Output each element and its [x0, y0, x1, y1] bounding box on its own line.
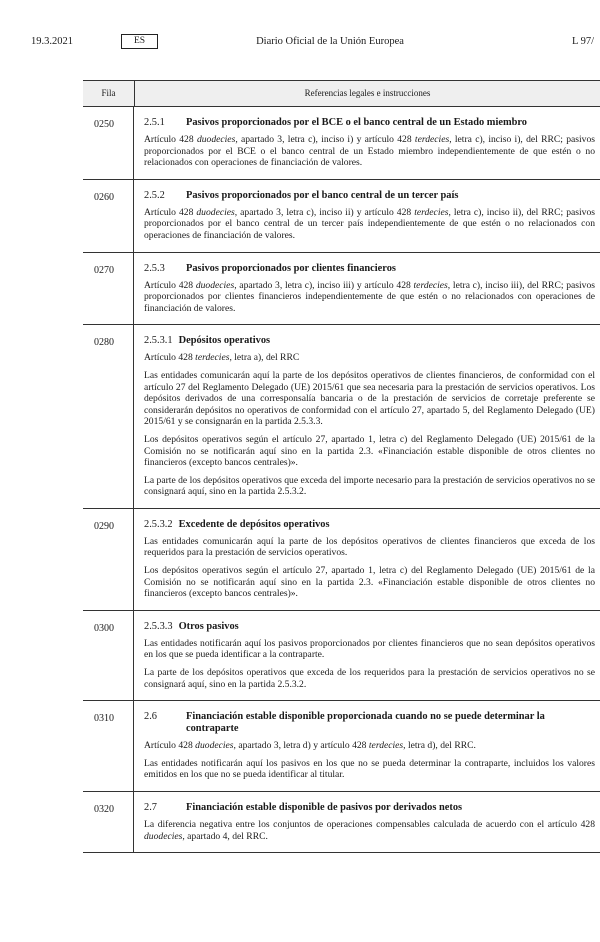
row-code: 0260	[83, 180, 134, 252]
paragraph: Artículo 428 duodecies, apartado 3, letra c), inciso iii) y artículo 428 terdecies, letra c), inciso iii), del RRC; pasivos proporcionados por clientes financieros independientemente de que estén o no relacionados con operaciones de financiación de valores.	[144, 279, 596, 314]
paragraph: Los depósitos operativos según el artículo 27, apartado 1, letra c) del Reglamento Delegado (UE) 2015/61 de la Comisión no se notificarán aquí sino en la partida 2.3. «Financiación estable disponible de otros clientes no financieros (excepto bancos centrales)».	[144, 565, 595, 600]
table-row	[83, 107, 600, 180]
row-content	[134, 107, 600, 179]
row-code: 0300	[83, 611, 134, 700]
row-code: 0270	[83, 253, 134, 325]
column-header-row: Fila	[83, 81, 135, 106]
row-code: 0250	[83, 107, 134, 179]
item-name: Pasivos proporcionados por el banco central de un tercer país	[186, 189, 459, 201]
item-number: 2.6	[144, 711, 157, 723]
table-row	[83, 509, 600, 611]
paragraph: Artículo 428 terdecies, letra a), del RRC	[144, 352, 300, 364]
item-number: 2.5.1	[144, 117, 165, 128]
paragraph: La parte de los depósitos operativos que exceda del importe necesario para la prestación de servicios operativos no se consignará aquí, sino en la partida 2.5.3.2.	[144, 474, 595, 498]
row-content	[134, 253, 600, 325]
item-number: 2.5.3	[144, 262, 165, 274]
paragraph: La diferencia negativa entre los conjuntos de operaciones compensables calculada de acuerdo con el artículo 428 duodecies, apartado 4, del RRC.	[144, 819, 595, 842]
column-header-refs: Referencias legales e instrucciones	[304, 88, 431, 98]
publication-date: 19.3.2021	[31, 36, 73, 47]
table-row	[83, 180, 600, 253]
paragraph: Artículo 428 duodecies, apartado 3, letra c), inciso i) y artículo 428 terdecies, letra c), inciso i), del RRC; pasivos proporcionados por el BCE o el banco central de un Estado miembro independientemente de que estén o no relacionados con operaciones de financiación de valores.	[144, 134, 596, 169]
item-name: Financiación estable disponible de pasivos por derivados netos	[186, 802, 463, 813]
page-number: L 97/	[572, 36, 595, 47]
item-number: 2.5.3.2	[144, 518, 173, 530]
item-name: Depósitos operativos	[178, 335, 271, 347]
item-name: Pasivos proporcionados por clientes financieros	[186, 262, 396, 274]
language-badge: ES	[121, 34, 158, 49]
paragraph: Las entidades comunicarán aquí la parte de los depósitos operativos de clientes financieros que exceda de los requeridos para la prestación de servicios operativos.	[144, 535, 595, 559]
item-name: Financiación estable disponible proporcionada cuando no se puede determinar la contraparte	[186, 711, 545, 735]
paragraph: Las entidades comunicarán aquí la parte de los depósitos operativos de clientes financieros, de conformidad con el artículo 27 del Reglamento Delegado (UE) 2015/61 que sea necesaria para la prestación de servicios operativos. Los depósitos derivados de una corresponsalía bancaria o de la prestación de servicios de corretaje preferente se considerarán depósitos no operativos de conformidad con el artículo 27, apartado 5, del Reglamento Delegado (UE) 2015/61 y se consignarán en la partida 2.5.3.3.	[144, 369, 595, 428]
paragraph: Las entidades notificarán aquí los pasivos proporcionados por clientes financieros que no sean depósitos operativos en los que se pueda identificar a la contraparte.	[144, 637, 595, 661]
row-content	[134, 180, 600, 252]
item-name: Excedente de depósitos operativos	[178, 518, 330, 530]
item-title	[144, 802, 595, 814]
row-content	[134, 509, 600, 610]
row-content	[134, 325, 600, 508]
row-code: 0310	[83, 701, 134, 791]
item-title	[144, 621, 595, 633]
row-code: 0290	[83, 509, 134, 610]
table-row	[83, 792, 600, 853]
item-number: 2.5.2	[144, 189, 165, 201]
row-code: 0320	[83, 792, 134, 852]
paragraph: Artículo 428 duodecies, apartado 3, letra c), inciso ii) y artículo 428 terdecies, letra c), inciso ii), del RRC; pasivos proporcionados por el banco central de un tercer país independientemente de que estén o no relacionados con operaciones de financiación de valores.	[144, 206, 595, 241]
table-row	[83, 611, 600, 701]
item-number: 2.5.3.3	[144, 620, 173, 632]
paragraph: Las entidades notificarán aquí los pasivos en los que no se pueda determinar la contraparte, incluidos los valores emitidos en los que no se pueda identificar al titular.	[144, 757, 595, 781]
instructions-table	[83, 80, 600, 853]
row-content	[134, 792, 600, 852]
item-name: Pasivos proporcionados por el BCE o el banco central de un Estado miembro	[186, 117, 527, 128]
table-header	[83, 81, 600, 107]
item-number: 2.7	[144, 802, 157, 813]
item-title	[144, 190, 595, 202]
table-row	[83, 701, 600, 792]
row-content	[134, 611, 600, 700]
table-row	[83, 253, 600, 326]
item-title	[144, 117, 595, 129]
item-title	[144, 263, 595, 275]
row-code: 0280	[83, 325, 134, 508]
item-title	[144, 335, 595, 347]
item-title	[144, 519, 595, 531]
row-content	[134, 701, 600, 791]
page-header	[0, 0, 600, 60]
item-name: Otros pasivos	[178, 620, 239, 632]
item-number: 2.5.3.1	[144, 335, 173, 347]
paragraph: La parte de los depósitos operativos que exceda de los requeridos para la prestación de servicios operativos no se consignará aquí, sino en la partida 2.5.3.2.	[144, 667, 595, 690]
item-title	[144, 711, 595, 735]
journal-title: Diario Oficial de la Unión Europea	[256, 36, 404, 47]
paragraph: Artículo 428 duodecies, apartado 3, letra d) y artículo 428 terdecies, letra d), del RRC.	[144, 740, 476, 752]
paragraph: Los depósitos operativos según el artículo 27, apartado 1, letra c) del Reglamento Delegado (UE) 2015/61 de la Comisión no se notificarán aquí sino en la partida 2.3. «Financiación estable disponible de otros clientes no financieros (excepto bancos centrales)».	[144, 433, 595, 469]
table-row	[83, 325, 600, 509]
